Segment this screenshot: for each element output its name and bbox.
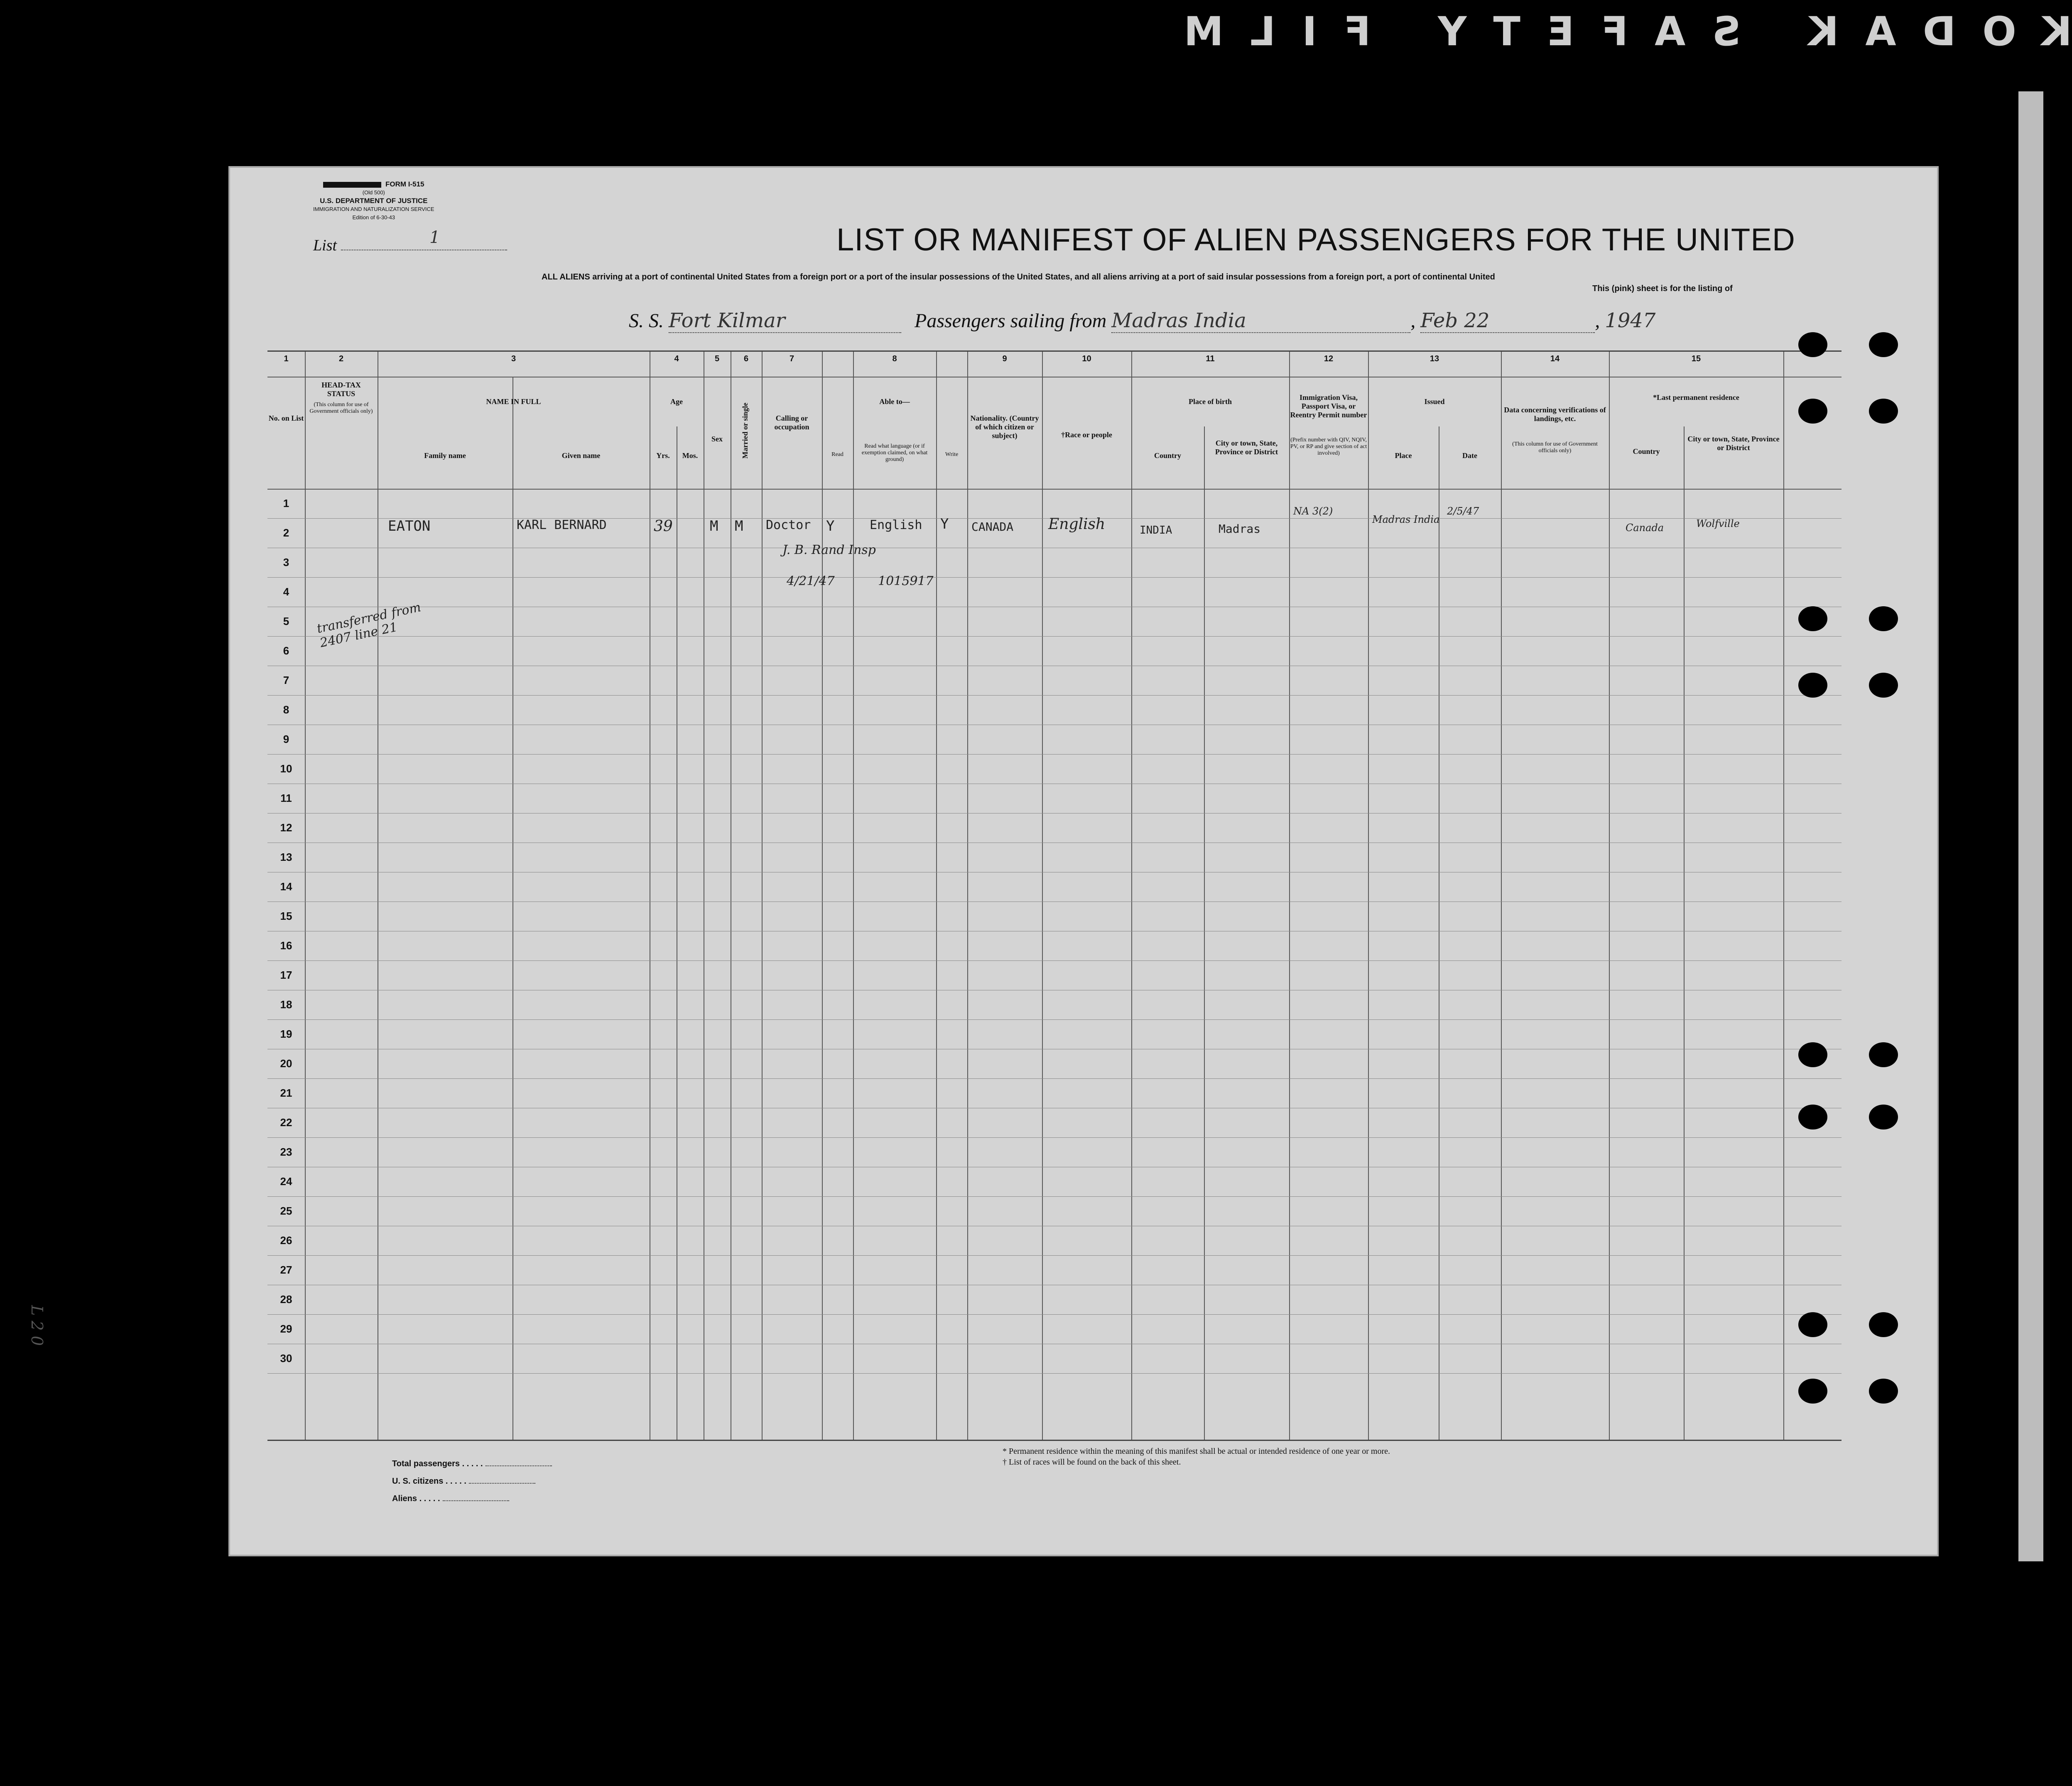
inspection-code: 1015917 bbox=[878, 574, 934, 588]
entry-age-years: 39 bbox=[654, 518, 673, 535]
row-line bbox=[267, 1196, 1842, 1197]
header-name-in-full: NAME IN FULL bbox=[486, 397, 541, 406]
instructions-line-2: This (pink) sheet is for the listing of bbox=[1592, 284, 1733, 293]
col-num: 9 bbox=[1002, 354, 1007, 363]
entry-birth-country: INDIA bbox=[1140, 524, 1172, 537]
punch-hole bbox=[1869, 1042, 1898, 1067]
entry-married: M bbox=[735, 518, 743, 534]
inspector-stamp: J. B. Rand Insp bbox=[782, 543, 876, 557]
row-line bbox=[267, 1019, 1842, 1020]
header-residence: *Last permanent residence bbox=[1653, 393, 1739, 402]
row-number: 15 bbox=[280, 910, 292, 922]
margin-note: L 2 0 bbox=[27, 1305, 46, 1346]
col-num: 3 bbox=[511, 354, 516, 363]
punch-hole bbox=[1798, 1105, 1827, 1129]
header-read: Read bbox=[831, 451, 844, 458]
header-issued-place: Place bbox=[1395, 451, 1412, 460]
aliens-label: Aliens bbox=[392, 1494, 417, 1503]
instructions-line-1: ALL ALIENS arriving at a port of continental United States from a foreign port or a port of the insular possessions of the United States, and all aliens arriving at a port of said insular possessions from a foreign port, a port of continental United bbox=[542, 272, 1495, 282]
row-number: 30 bbox=[280, 1352, 292, 1365]
row-number: 20 bbox=[280, 1057, 292, 1070]
row-line bbox=[267, 754, 1842, 755]
row-line bbox=[267, 1314, 1842, 1315]
col-num: 13 bbox=[1430, 354, 1439, 363]
header-res-city: City or town, State, Province or District bbox=[1687, 435, 1780, 452]
header-calling: Calling or occupation bbox=[774, 414, 809, 431]
entry-issued-date: 2/5/47 bbox=[1447, 505, 1479, 517]
col-num: 6 bbox=[743, 354, 749, 363]
row-number: 13 bbox=[280, 851, 292, 863]
header-married: Married or single bbox=[741, 402, 749, 459]
punch-hole bbox=[1869, 673, 1898, 698]
header-visa: Immigration Visa, Passport Visa, or Reentry Permit number bbox=[1290, 393, 1367, 419]
us-citizens: U. S. citizens . . . . . bbox=[392, 1477, 535, 1486]
col-num: 11 bbox=[1206, 354, 1215, 363]
ship-name: Fort Kilmar bbox=[669, 309, 901, 333]
row-number: 8 bbox=[283, 703, 289, 716]
row-number: 27 bbox=[280, 1264, 292, 1276]
film-edge-text: KODAK SAFETY FILM bbox=[1157, 8, 2072, 55]
header-mos: Mos. bbox=[682, 451, 698, 460]
header-landings: Data concerning verifications of landings, etc. bbox=[1504, 406, 1606, 423]
row-number: 12 bbox=[280, 821, 292, 834]
entry-race: English bbox=[1048, 516, 1106, 533]
row-number: 25 bbox=[280, 1205, 292, 1217]
list-label-row bbox=[313, 236, 507, 255]
header-head-tax-note: (This column for use of Government officials only) bbox=[309, 402, 373, 414]
entry-res-country: Canada bbox=[1626, 522, 1664, 534]
form-header bbox=[313, 180, 434, 222]
header-issued-date: Date bbox=[1462, 451, 1477, 460]
punch-hole bbox=[1798, 399, 1827, 424]
row-number: 7 bbox=[283, 674, 289, 686]
punch-hole bbox=[1798, 1042, 1827, 1067]
row-number: 9 bbox=[283, 733, 289, 745]
row-number: 21 bbox=[280, 1087, 292, 1099]
ship-line: S. S. Fort Kilmar Passengers sailing from Madras India , Feb 22 , 1947 bbox=[629, 309, 1656, 332]
row-number: 2 bbox=[283, 527, 289, 539]
edition: Edition of 6-30-43 bbox=[352, 214, 395, 220]
film-strip-edge bbox=[2018, 91, 2043, 1561]
header-birth-city: City or town, State, Province or District bbox=[1215, 439, 1278, 456]
row-number: 22 bbox=[280, 1116, 292, 1129]
col-num: 2 bbox=[338, 354, 344, 363]
header-birth-country: Country bbox=[1154, 451, 1181, 460]
punch-hole bbox=[1798, 332, 1827, 357]
header-sex: Sex bbox=[711, 435, 723, 443]
entry-visa: NA 3(2) bbox=[1293, 505, 1333, 517]
service: IMMIGRATION AND NATURALIZATION SERVICE bbox=[313, 206, 434, 212]
row-number: 4 bbox=[283, 586, 289, 598]
inspection-date: 4/21/47 bbox=[787, 574, 835, 588]
header-res-country: Country bbox=[1633, 447, 1660, 456]
ss-label: S. S. bbox=[629, 310, 664, 332]
punch-hole bbox=[1798, 1312, 1827, 1337]
row-line bbox=[267, 695, 1842, 696]
entry-given-name: KARL BERNARD bbox=[517, 518, 607, 532]
header-language: Read what language (or if exemption claimed, on what ground) bbox=[861, 443, 928, 463]
punch-hole bbox=[1869, 1312, 1898, 1337]
row-number: 23 bbox=[280, 1146, 292, 1158]
entry-nationality: CANADA bbox=[971, 520, 1014, 534]
col-num: 12 bbox=[1324, 354, 1334, 363]
header-place-of-birth: Place of birth bbox=[1189, 397, 1232, 406]
manifest-sheet bbox=[228, 166, 1939, 1556]
list-number: 1 bbox=[429, 228, 440, 247]
row-line bbox=[267, 1373, 1842, 1374]
header-head-tax: HEAD-TAX STATUS bbox=[321, 381, 361, 398]
row-line bbox=[267, 1137, 1842, 1138]
punch-hole bbox=[1869, 332, 1898, 357]
sailing-label: Passengers sailing from bbox=[915, 310, 1107, 332]
entry-sex: M bbox=[710, 518, 718, 534]
col-num: 7 bbox=[789, 354, 794, 363]
total-passengers: Total passengers . . . . . bbox=[392, 1459, 552, 1469]
punch-hole bbox=[1798, 606, 1827, 631]
col-num: 10 bbox=[1082, 354, 1091, 363]
col-num: 8 bbox=[892, 354, 897, 363]
header-nationality: Nationality. (Country of which citizen or subject) bbox=[970, 414, 1039, 440]
total-label: Total passengers bbox=[392, 1459, 460, 1468]
row-number: 18 bbox=[280, 998, 292, 1011]
col-num: 4 bbox=[674, 354, 679, 363]
header-race: †Race or people bbox=[1061, 431, 1112, 439]
row-number: 26 bbox=[280, 1234, 292, 1247]
row-number: 16 bbox=[280, 939, 292, 952]
row-number: 5 bbox=[283, 615, 289, 627]
punch-hole bbox=[1869, 606, 1898, 631]
row-line bbox=[267, 1255, 1842, 1256]
punch-hole bbox=[1798, 673, 1827, 698]
col-num: 14 bbox=[1550, 354, 1560, 363]
aliens-count: Aliens . . . . . bbox=[392, 1494, 509, 1504]
row-number: 1 bbox=[283, 497, 289, 510]
header-yrs: Yrs. bbox=[656, 451, 670, 460]
row-number: 11 bbox=[280, 792, 292, 804]
row-line bbox=[267, 577, 1842, 578]
redaction-bar bbox=[323, 182, 381, 188]
entry-occupation: Doctor bbox=[766, 518, 811, 532]
punch-hole bbox=[1798, 1379, 1827, 1404]
row-number: 6 bbox=[283, 644, 289, 657]
header-write: Write bbox=[945, 451, 959, 458]
entry-family-name: EATON bbox=[388, 518, 431, 534]
port-of-departure: Madras India bbox=[1111, 309, 1410, 333]
footnote-residence: * Permanent residence within the meaning of this manifest shall be actual or intended residence of one year or more. bbox=[1003, 1447, 1390, 1456]
footnote-races: † List of races will be found on the back of this sheet. bbox=[1003, 1458, 1181, 1467]
row-line bbox=[267, 960, 1842, 961]
header-issued: Issued bbox=[1424, 397, 1445, 406]
punch-hole bbox=[1869, 399, 1898, 424]
col-num: 5 bbox=[714, 354, 720, 363]
sailing-year: 1947 bbox=[1605, 309, 1656, 332]
footer bbox=[230, 1447, 1937, 1546]
row-number: 24 bbox=[280, 1175, 292, 1188]
sailing-date: Feb 22 bbox=[1420, 309, 1595, 333]
old-form-number: (Old 500) bbox=[362, 189, 385, 196]
row-line bbox=[267, 1078, 1842, 1079]
header-landings-note: (This column for use of Government officials only) bbox=[1512, 441, 1598, 454]
col-num: 1 bbox=[284, 354, 289, 363]
transfer-note: transferred from 2407 line 21 bbox=[315, 600, 422, 651]
header-no-on-list: No. on List bbox=[268, 414, 304, 422]
row-number: 28 bbox=[280, 1293, 292, 1306]
col-num: 15 bbox=[1691, 354, 1701, 363]
entry-res-city: Wolfville bbox=[1696, 518, 1740, 529]
row-number: 29 bbox=[280, 1323, 292, 1335]
entry-write: Y bbox=[940, 516, 949, 532]
row-number: 3 bbox=[283, 556, 289, 568]
header-given-name: Given name bbox=[562, 451, 601, 460]
list-label: List bbox=[313, 237, 337, 254]
row-number: 17 bbox=[280, 969, 292, 981]
row-number: 10 bbox=[280, 762, 292, 775]
header-family-name: Family name bbox=[424, 451, 466, 460]
page-title: LIST OR MANIFEST OF ALIEN PASSENGERS FOR THE UNITED bbox=[836, 222, 1795, 257]
manifest-table bbox=[267, 350, 1842, 1441]
punch-hole bbox=[1869, 1379, 1898, 1404]
form-number: FORM I-515 bbox=[385, 180, 424, 188]
entry-issued-place: Madras India bbox=[1372, 514, 1440, 525]
punch-hole bbox=[1869, 1105, 1898, 1129]
row-number: 14 bbox=[280, 880, 292, 893]
header-age: Age bbox=[670, 397, 683, 406]
header-visa-note: (Prefix number with QIV, NQIV, PV, or RP and give section of act involved) bbox=[1290, 437, 1367, 456]
row-line bbox=[267, 636, 1842, 637]
header-able-to: Able to— bbox=[879, 397, 910, 406]
citizens-label: U. S. citizens bbox=[392, 1477, 444, 1486]
row-number: 19 bbox=[280, 1028, 292, 1040]
entry-read: Y bbox=[826, 518, 835, 534]
department: U.S. DEPARTMENT OF JUSTICE bbox=[320, 197, 428, 205]
entry-birth-city: Madras bbox=[1219, 522, 1261, 536]
entry-language: English bbox=[870, 518, 922, 532]
